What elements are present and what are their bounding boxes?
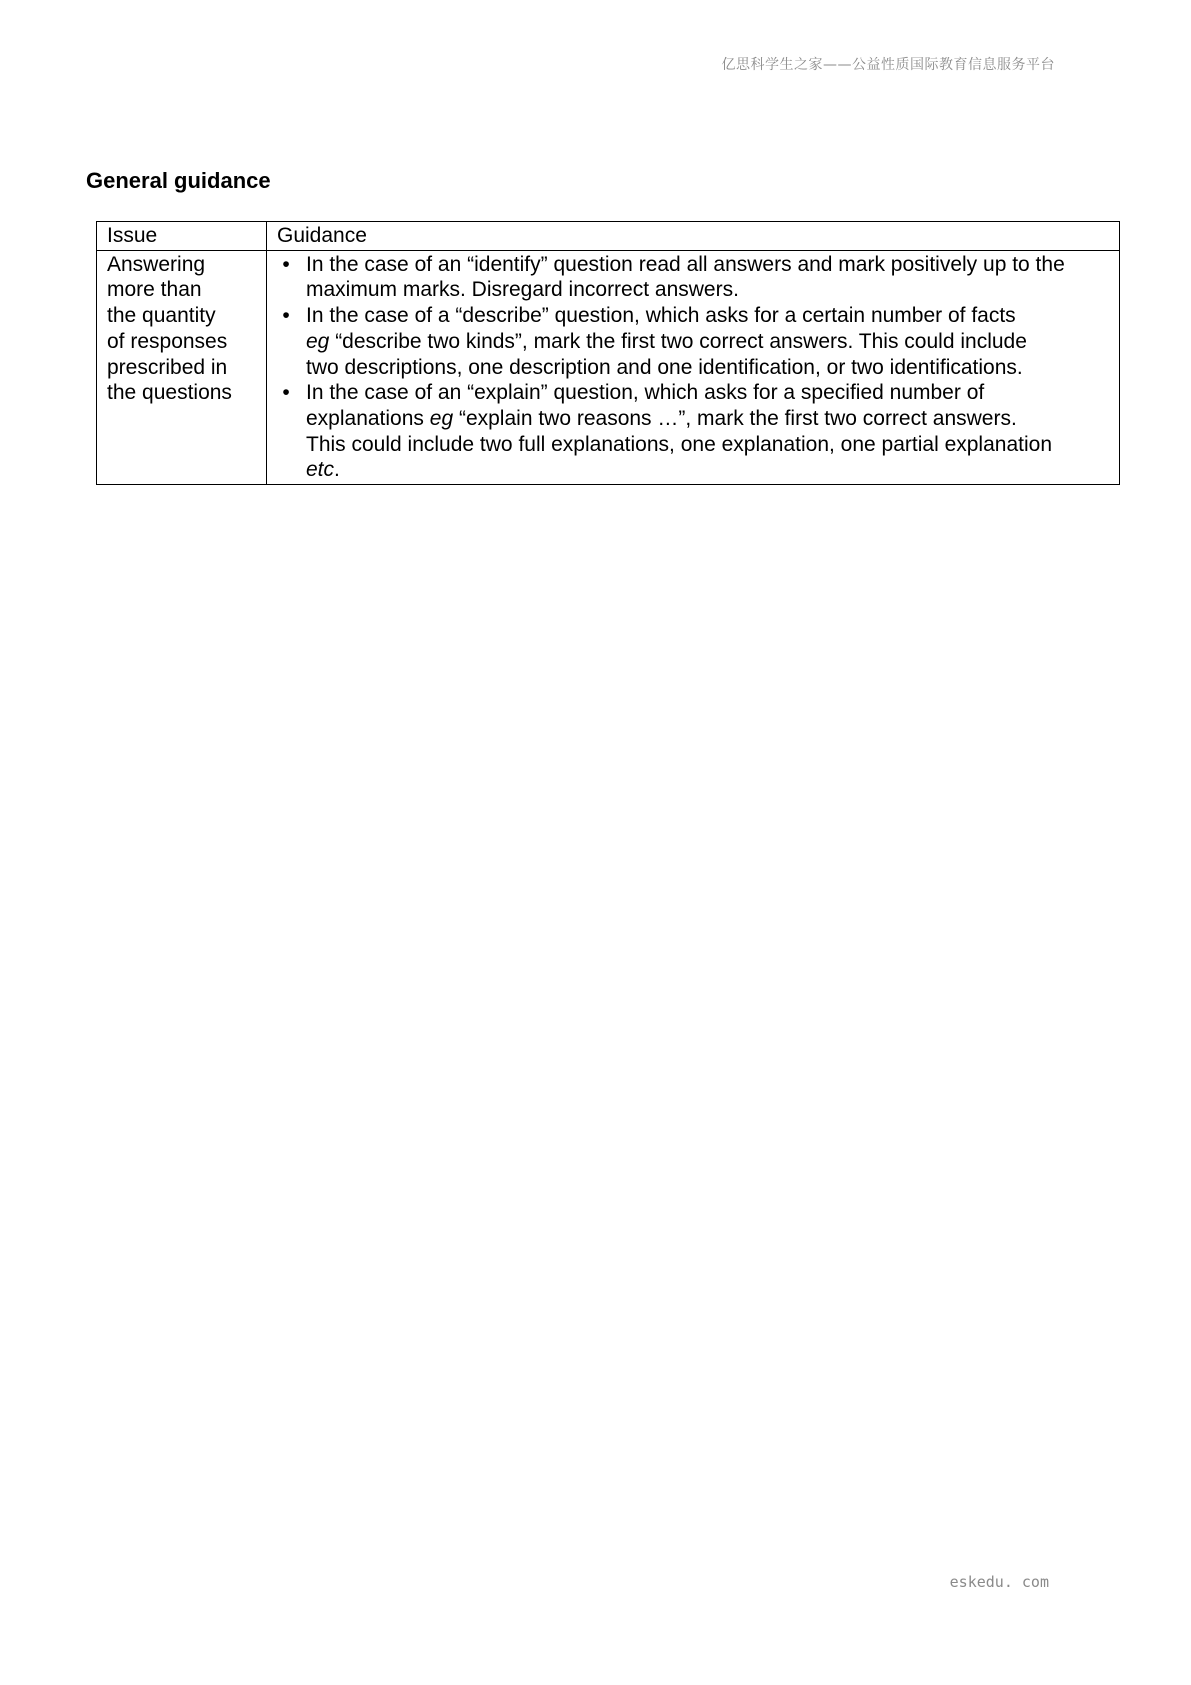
table-row [97,250,1120,484]
guidance-text: “describe two kinds”, mark the first two correct answers. This could include [329,329,1027,353]
issue-line: the questions [107,381,232,405]
guidance-table [96,221,1120,485]
issue-line: more than [107,278,202,302]
guidance-line: two descriptions, one description and one identification, or two identifications. [306,355,1023,379]
bullet-icon: • [282,252,290,276]
header-watermark: 亿思科学生之家——公益性质国际教育信息服务平台 [721,57,1055,73]
issue-line: of responses [107,329,228,353]
guidance-line: In the case of a “describe” question, which asks for a certain number of facts [306,304,1016,328]
guidance-text: “explain two reasons …”, mark the first two correct answers. [453,406,1017,430]
guidance-line: maximum marks. Disregard incorrect answers. [306,278,739,302]
guidance-item-explain [277,380,1109,483]
guidance-line: In the case of an “explain” question, which asks for a specified number of [306,381,985,405]
guidance-list [277,252,1109,483]
guidance-text: . [334,458,340,482]
table-header-row [97,222,1120,251]
guidance-line: In the case of an “identify” question read all answers and mark positively up to the [306,252,1065,276]
issue-cell [97,250,267,484]
emphasis-eg: eg [429,406,454,430]
issue-line: Answering [107,252,206,276]
footer-watermark: eskedu. com [949,1573,1049,1591]
issue-line: prescribed in [107,355,228,379]
guidance-line: This could include two full explanations, one explanation, one partial explanation [306,432,1052,456]
guidance-cell [267,250,1120,484]
guidance-line [306,457,1109,483]
issue-line: the quantity [107,304,216,328]
emphasis-eg: eg [306,329,330,353]
page-title: General guidance [86,168,271,193]
emphasis-etc: etc [306,458,335,482]
column-header-guidance: Guidance [267,222,1120,251]
column-header-issue: Issue [97,222,267,251]
bullet-icon: • [282,381,290,405]
guidance-line [306,329,1109,355]
guidance-text: explanations [306,406,430,430]
guidance-item-describe [277,303,1109,380]
guidance-line [306,406,1109,432]
guidance-item-identify [277,252,1109,303]
bullet-icon: • [282,304,290,328]
